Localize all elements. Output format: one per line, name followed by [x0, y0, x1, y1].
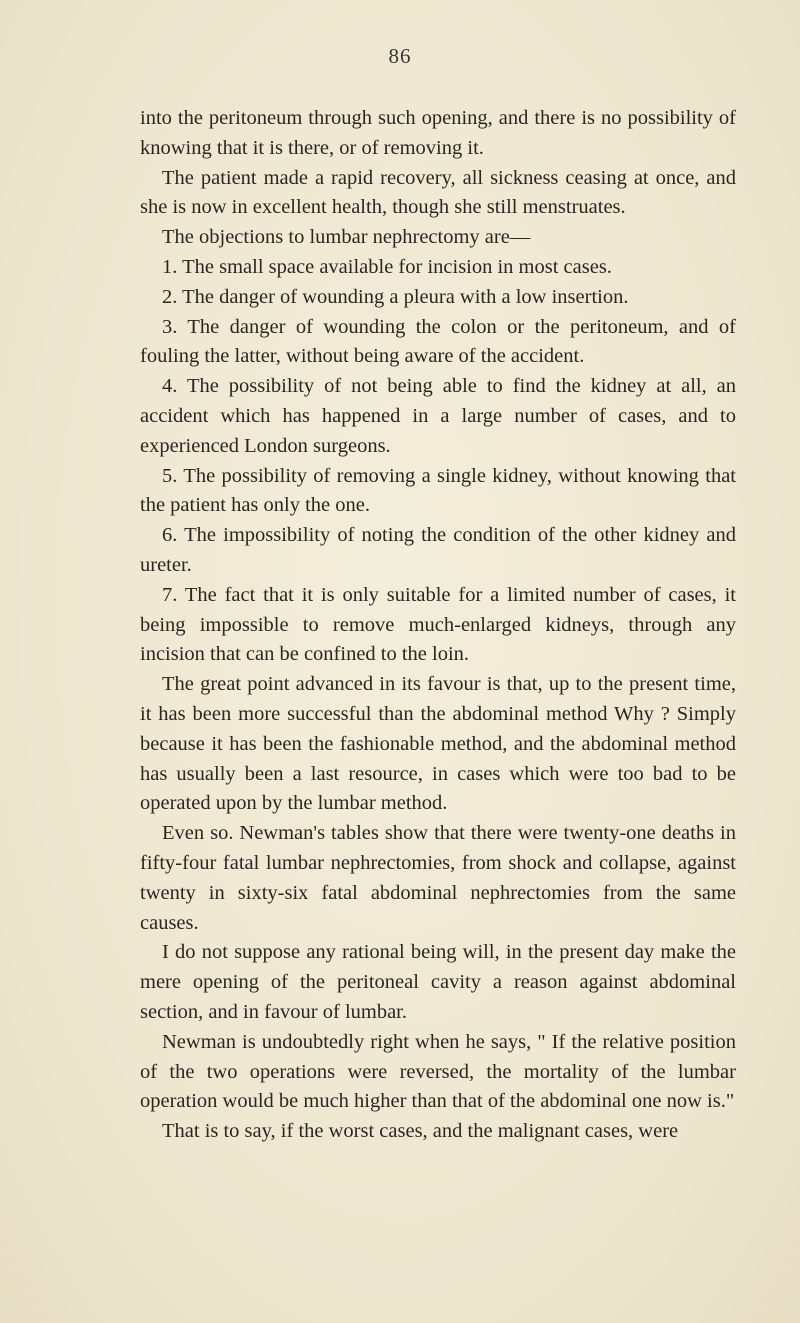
paragraph-continuation: into the peritoneum through such opening, and there is no possibility of knowing that it is there, or of removing it. — [140, 107, 736, 159]
objection-item-1: 1. The small space available for incision in most cases. — [162, 255, 612, 278]
paragraph-worst-cases: That is to say, if the worst cases, and the malignant cases, were — [162, 1120, 679, 1143]
objection-item-4: 4. The possibility of not being able to find the kidney at all, an accident which has happened in a large number of cases, and to experienced London surgeons. — [140, 375, 736, 457]
paragraph-newman-quote: Newman is undoubtedly right when he says, " If the relative position of the two operations were reversed, the mortality of the lumbar operation would be much higher than that of the abdominal one now is." — [140, 1030, 736, 1113]
objection-item-2: 2. The danger of wounding a pleura with a low insertion. — [162, 285, 629, 308]
paragraph-objections-intro: The objections to lumbar nephrectomy are— — [162, 226, 531, 249]
page-number: 86 — [388, 44, 412, 68]
paragraph-great-point: The great point advanced in its favour is that, up to the present time, it has been more successful than the abdominal method Why ? Simply because it has been the fashionable method, and the abdominal method has usually been a last resource, in cases which were too bad to be operated upon by the lumbar method. — [140, 673, 736, 815]
objection-item-3: 3. The danger of wounding the colon or the peritoneum, and of fouling the latter, without being aware of the accident. — [140, 315, 736, 368]
body-text — [140, 104, 736, 1147]
paragraph-newman-tables: Even so. Newman's tables show that there were twenty-one deaths in fifty-four fatal lumbar nephrectomies, from shock and collapse, against twenty in sixty-six fatal abdominal nephrectomies from the same causes. — [140, 822, 736, 934]
objection-item-5: 5. The possibility of removing a single kidney, without knowing that the patient has only the one. — [140, 464, 736, 517]
paragraph-rational-being: I do not suppose any rational being will, in the present day make the mere opening of the peritoneal cavity a reason against abdominal section, and in favour of lumbar. — [140, 941, 736, 1023]
objection-item-6: 6. The impossibility of noting the condition of the other kidney and ureter. — [140, 524, 736, 576]
paragraph-recovery: The patient made a rapid recovery, all sickness ceasing at once, and she is now in excellent health, though she still menstruates. — [140, 166, 736, 219]
objection-item-7: 7. The fact that it is only suitable for a limited number of cases, it being impossible to remove much-enlarged kidneys, through any incision that can be confined to the loin. — [140, 583, 736, 666]
